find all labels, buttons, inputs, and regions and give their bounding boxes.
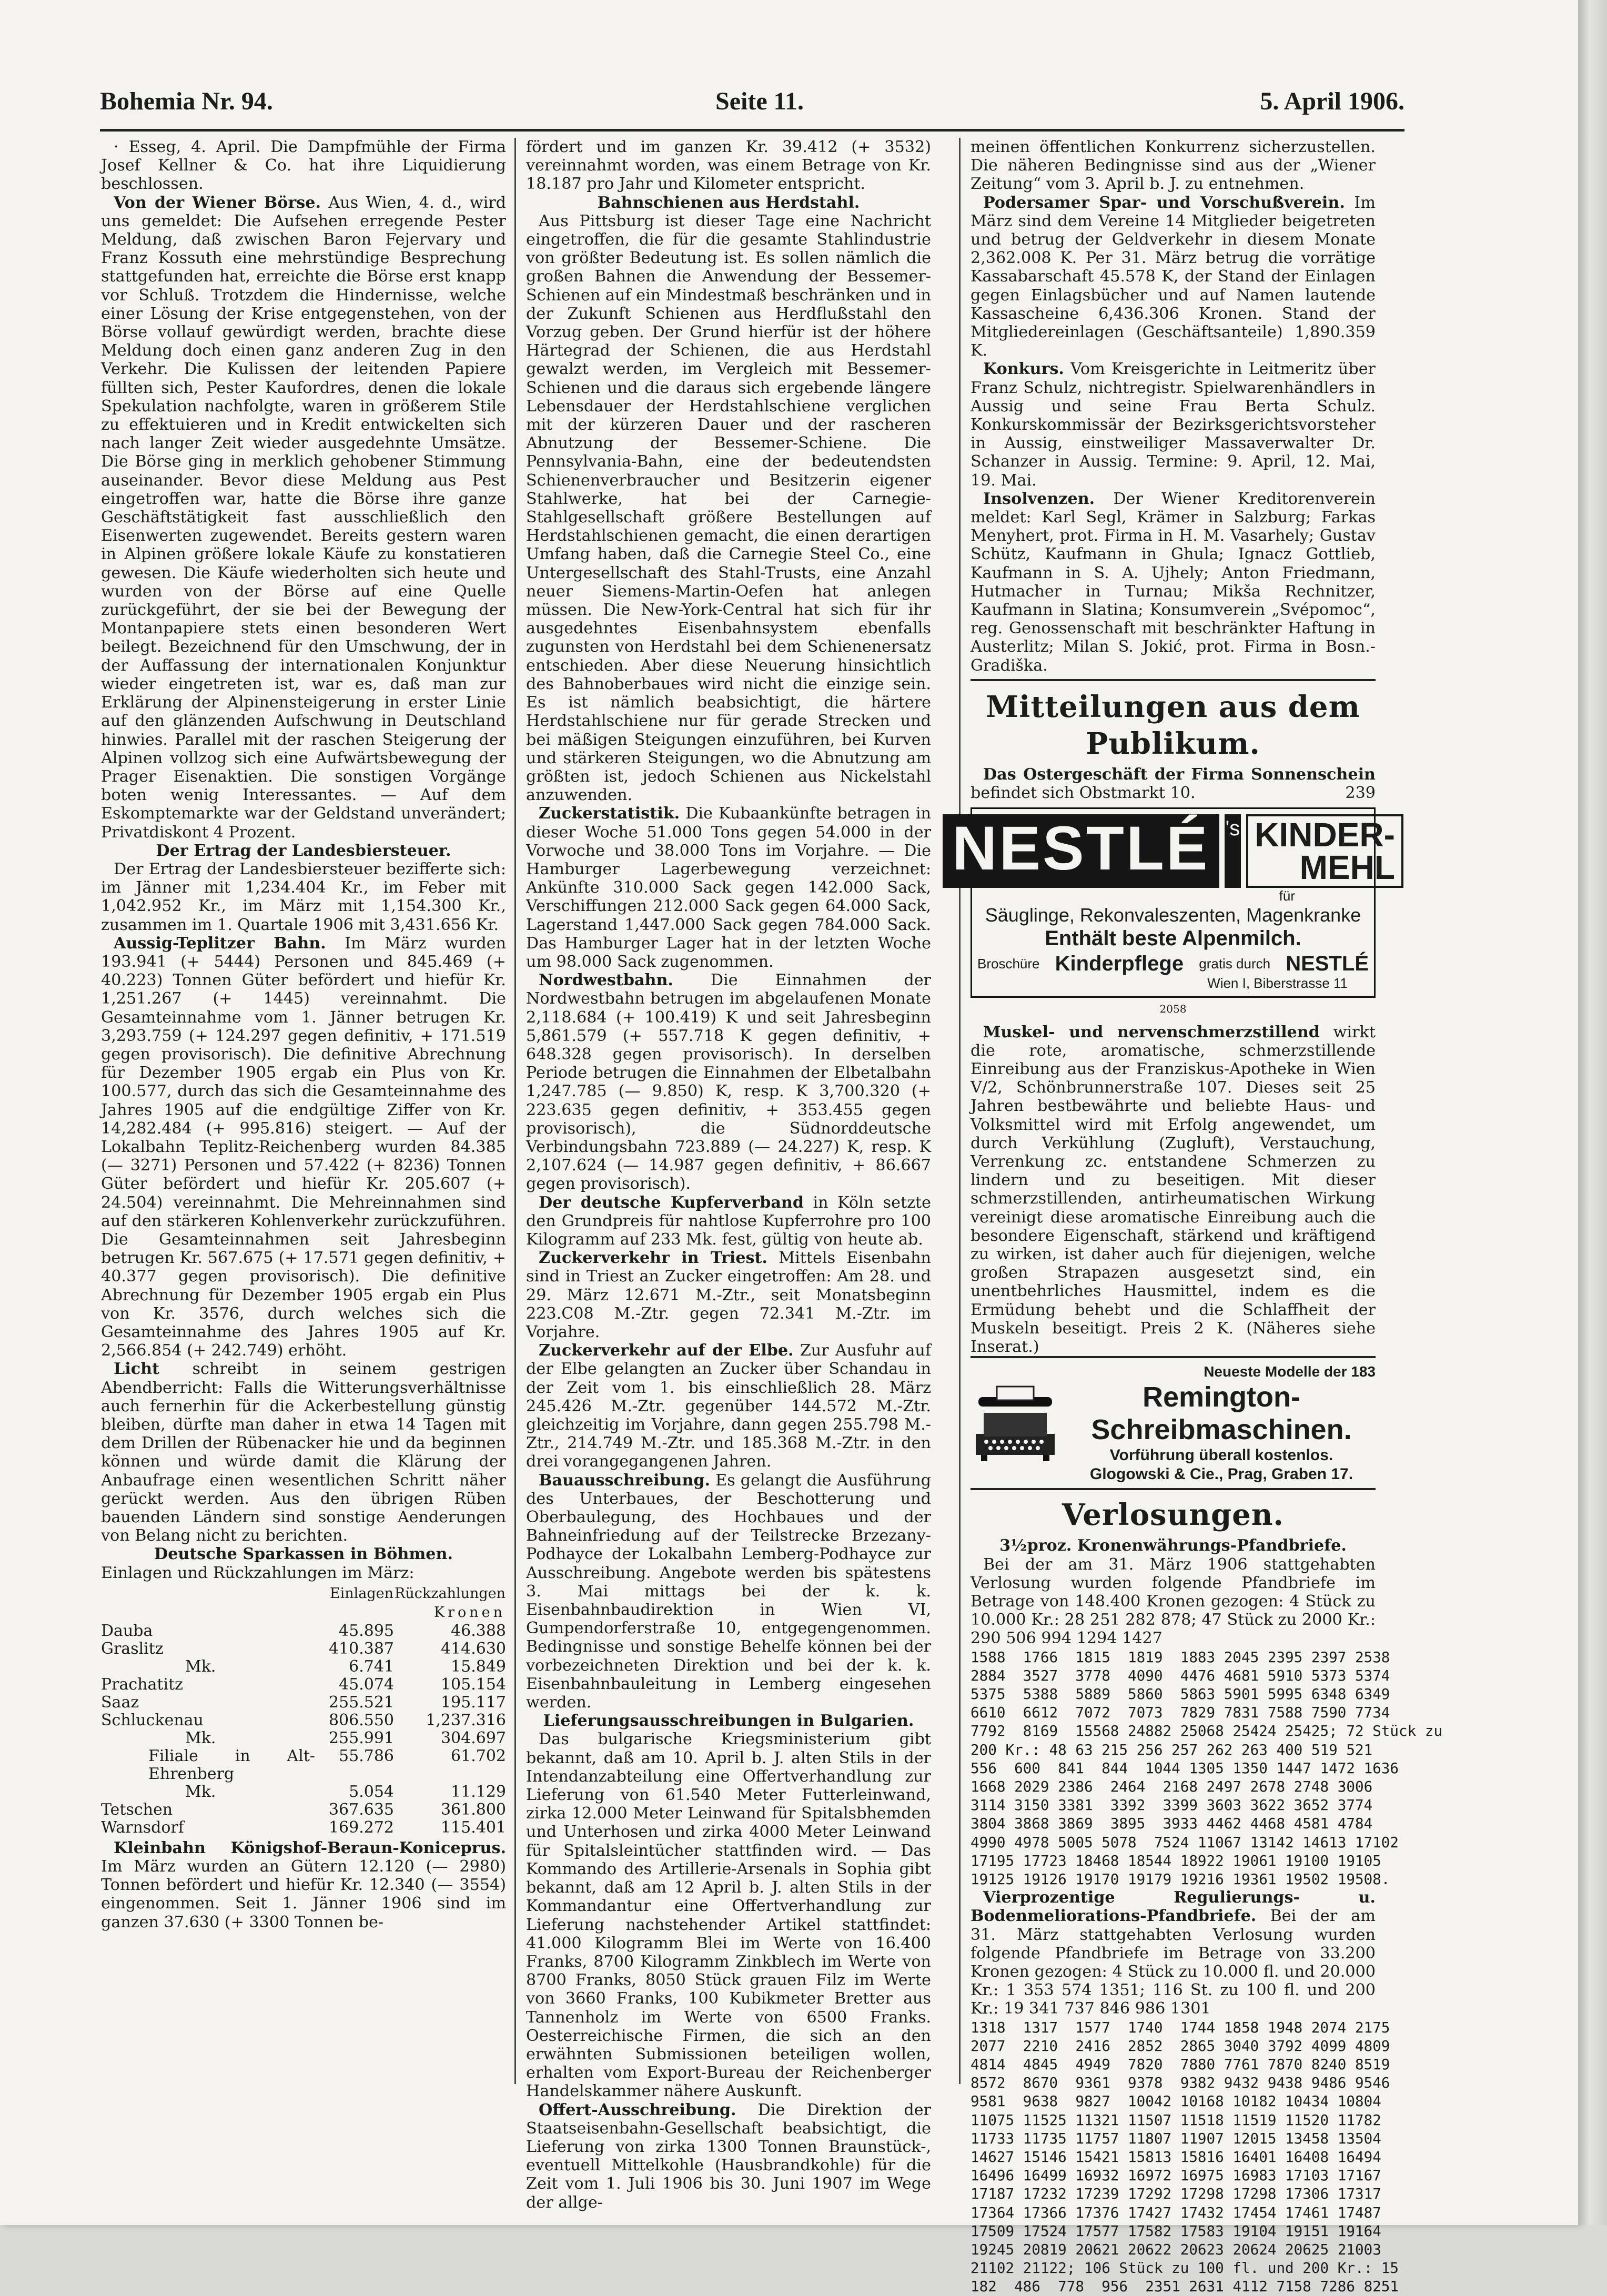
article-esseg: · Esseg, 4. April. Die Dampfmühle der Firma Josef Kellner & Co. hat ihre Liquidierung beschlossen. (101, 138, 506, 194)
table-unit-row (101, 1603, 506, 1622)
article-kupferverband (526, 1193, 931, 1249)
notice-sonnenschein (971, 765, 1376, 802)
article-kleinbahn (101, 1839, 506, 1931)
nestle-logo: NESTLÉ (943, 814, 1219, 888)
heading-sparkassen: Deutsche Sparkassen in Böhmen. (154, 1545, 453, 1564)
pfandbriefe-text: Bei der am 31. März 1906 stattgehabten Verlosung wurden folgende Pfandbriefe im Betrage von 148.400 Kronen gezogen: 4 Stück zu 10.000 Kr.: 28 251 282 878; 47 Stück zu 2000 Kr.: 290 506 994 1294 1427 (971, 1555, 1376, 1648)
row-rueckzahlungen: 361.800 (440, 1800, 506, 1819)
column-2 (526, 138, 932, 2212)
nestle-address: Wien I, Biberstrasse 11 (1207, 975, 1348, 992)
article-title: Zuckerverkehr auf der Elbe. (539, 1341, 794, 1360)
table-row (101, 1783, 506, 1801)
article-wiener-boerse (101, 194, 506, 842)
table-row (101, 1747, 506, 1783)
row-einlagen: 410.387 (328, 1639, 395, 1658)
article-title: Bauausschreibung. (539, 1471, 711, 1490)
table-row (101, 1676, 506, 1694)
row-name: Schluckenau (101, 1711, 204, 1729)
article-nordwestbahn (526, 971, 931, 1193)
article-body: wirkt die rote, aromatische, schmerzstillende Einreibung aus der Franziskus-Apotheke in Wien V/2, Schönbrunnerstraße 107. Dieses seit 25 Jahren bestbewährte und beliebte Haus- und Volksmittel wird mit Erfolg angewendet, um durch Verkühlung (Zugluft), Verstauchung, Verrenkung zc. entstandene Schmerzen zu lindern und zu beseitigen. Mit dieser schmerzstillenden, antirheumatischen Wirkung vereinigt diese aromatische Einreibung auch die besondere Eigenschaft, stärkend und kräftigend zu wirken, ist daher auch für diejenigen, welche großen Strapazen ausgesetzt sind, ein unentbehrliches Hausmittel, indem es die Ermüdung behebt und die Schlaffheit der Muskeln beseitigt. Preis 2 K. (Näheres siehe Inserat.) (971, 1023, 1376, 1356)
row-rueckzahlungen: 46.388 (451, 1621, 506, 1640)
kindermehl-label (1246, 814, 1403, 888)
remington-tagline: Neueste Modelle der (1204, 1363, 1347, 1380)
heading-bulgarien: Lieferungsausschreibungen in Bulgarien. (543, 1712, 914, 1731)
article-title: Vierprozentige Regulierungs- u. Bodenmeliorations-Pfandbriefe. (971, 1888, 1376, 1926)
column-header-rueckzahlungen: Rückzahlungen (395, 1585, 506, 1602)
article-body: Der Wiener Kreditorenverein meldet: Karl Segl, Krämer in Salzburg; Farkas Menyhert, prot. Firma in H. M. Vasarhely; Gustav Schütz, Kaufmann in Ghula; Ignacz Gottlieb, Kaufmann in S. A. Ujhely; Anton Friedmann, Hutmacher in Turnau; Mikša Rechnitzer, Kaufmann in Slatina; Konsumverein „Svépomoc“, reg. Genossenschaft mit beschränkter Haftung in Austerlitz; Milan S. Jokić, prot. Firma in Bosn.-Gradiška. (971, 489, 1376, 675)
article-herdstahl: Aus Pittsburg ist dieser Tage eine Nachricht eingetroffen, die für die gesamte Stahlindustrie von größter Bedeutung ist. Es sollen nämlich die großen Bahnen die Anwendung der Bessemer-Schienen auf ein Mindestmaß beschränken und in der Zukunft Schienen aus Herdflußstahl den Vorzug geben. Der Grund hierfür ist der höhere Härtegrad der Schienen, die aus Herdstahl gewalzt werden, im Vergleich mit Bessemer-Schienen und die daraus sich ergebende längere Lebensdauer der Herdstahlschiene verglichen mit der kürzeren Dauer und der rascheren Abnutzung der Bessemer-Schiene. Die Pennsylvania-Bahn, eine der bedeutendsten Schienenverbraucher und Besitzerin eigener Stahlwerke, hat bei der Carnegie-Stahlgesellschaft größere Bestellungen auf Herdstahlschienen gemacht, die einen derartigen Umfang haben, daß die Carnegie Steel Co., eine Untergesellschaft des Stahl-Trusts, eine Anzahl neuer Siemens-Martin-Oefen hat anlegen müssen. Die New-York-Central hat sich für ihr ausgedehntes Eisenbahnsystem ebenfalls zugunsten von Herdstahl bei dem Schienenersatz entschieden. Aber diese Neuerung hinsichtlich des Bahnoberbaues wird nicht die einzige sein. Es ist nämlich beabsichtigt, die härtere Herdstahlschiene nur für gerade Strecken und bei mäßigen Steigungen einzuführen, bei Kurven und stärkeren Steigungen, wo die Abnutzung am größten ist, jedoch Schienen aus Nickelstahl anzuwenden. (526, 211, 931, 805)
article-bauausschreibung (526, 1471, 931, 1712)
article-body: Aus Wien, 4. d., wird uns gemeldet: Die Aufsehen erregende Pester Meldung, daß zwischen Baron Fejervary und Franz Kossuth eine mehrstündige Besprechung stattgefunden hat, erreichte die Börse erst knapp vor Schluß. Trotzdem die Hindernisse, welche einer Lösung der Krise entgegenstehen, von der Börse vollauf gewürdigt werden, brachte diese Meldung doch einen ganz anderen Zug in den Verkehr. Die Kulissen der leitenden Papiere füllten sich, Pester Kaufordres, denen die lokale Spekulation nachfolgte, waren in größerem Stile zu effektuieren und in Kredit entwickelten sich nach langer Zeit wieder ausgedehnte Umsätze. Die Börse ging in merklich gehobener Stimmung auseinander. Bevor diese Meldung aus Pest eingetroffen war, hatte die Börse ihre ganze Geschäftstätigkeit fast ausschließlich den Eisenwerten zugewendet. Bereits gestern waren in Alpinen größere lokale Käufe zu konstatieren gewesen. Die Käufe wiederholten sich heute und wurden von der Börse auf eine Quelle zurückgeführt, der sie bei der Bewegung der Montanpapiere stets einen besonderen Wert beilegt. Bezeichnend für den Umschwung, der in der Auffassung der internationalen Konjunktur wieder eingetreten ist, war es, daß man zur Erklärung der Alpinensteigerung in erster Linie auf den glänzenden Aufschwung in Deutschland hinwies. Parallel mit der raschen Steigerung der Alpinen vollzog sich eine Aufwärtsbewegung der Prager Eisenaktien. Die sonstigen Vorgänge boten wenig Interessantes. — Auf dem Eskomptemarkte war der Geldstand unverändert; Privatdiskont 4 Prozent. (101, 193, 506, 842)
article-zuckerverkehr-elbe (526, 1341, 931, 1471)
row-name: Tetschen (101, 1800, 173, 1819)
article-body: Im März sind dem Vereine 14 Mitglieder beigetreten und betrug der Geldverkehr in diesem Monate 2,362.008 K. Per 31. März betrug die vorrätige Kassabarschaft 45.578 K, der Stand der Einlagen gegen Einlagsbücher und auf Namen lautende Kassascheine 6,436.306 Kronen. Stand der Mitgliedereinlagen (Geschäftsanteile) 1,890.359 K. (971, 193, 1376, 360)
article-body: in Köln setzte den Grundpreis für nahtlose Kupferrohre pro 100 Kilogramm auf 233 Mk. fest, gültig von heute ab. (526, 1193, 931, 1249)
article-title: Zuckerverkehr in Triest. (539, 1249, 767, 1268)
row-rueckzahlungen: 115.401 (440, 1818, 506, 1837)
article-podersam (971, 194, 1376, 360)
column-header-einlagen: Einlagen (329, 1585, 394, 1602)
row-name: Filiale in Alt-Ehrenberg (148, 1746, 316, 1783)
article-title: Aussig-Teplitzer Bahn. (114, 934, 326, 953)
pfandbriefe-numbers: 1588 1766 1815 1819 1883 2045 2395 2397 2538 2884 3527 3778 4090 4476 4681 5910 5373 5374 5375 5388 5889 5860 5863 5901 5995 6348 6349 6610 6612 7072 7073 7829 7831 7588 7590 7734 7792 8169 15568 24882 25068 25424 25425; 72 200 Kr.: 48 63 215 256 257 262 263 400 519 521 556 600 841 844 1044 1305 1350 1447 1472 1668 2029 2386 2464 2168 2497 2678 2748 3006 3114 3150 3381 3392 3399 3603 3622 3652 3774 3804 3868 3869 3895 3933 4462 4468 4581 4784 4990 4978 5005 5078 7524 11067 13142 14613 17195 17723 18468 18544 18922 19061 19100 19105 19125 19126 19170 19179 19216 19361 19502 19508. (971, 1648, 1390, 1888)
article-body: Die Einnahmen der Nordwestbahn betrugen im abgelaufenen Monate 2,118.684 (+ 100.419) K und seit Jahresbeginn 5,861.579 (+ 557.718 K gegen definitiv, + 648.328 gegen provisorisch). In derselben Periode betrugen die Einnahmen der Elbetalbahn 1,247.785 (— 9.850) K, resp. K 3,700.320 (+ 223.635 gegen definitiv, + 353.455 gegen provisorisch), die Südnorddeutsche Verbindungsbahn 723.889 (— 24.227) K, resp. K 2,107.624 (— 14.987 gegen definitiv, + 86.667 gegen provisorisch). (526, 971, 931, 1193)
table-row (101, 1819, 506, 1837)
article-title: Von der Wiener Börse. (114, 193, 321, 212)
nestle-advertisement (952, 807, 1395, 998)
regulierung-numbers: 1318 1317 1577 1740 1744 1858 1948 2074 2175 2077 2210 2416 2852 2865 3040 3792 4099 4809 4814 4845 4949 7820 7880 7761 7870 8240 8519 8572 8670 9361 9378 9382 9432 9438 9486 9546 9581 9638 9827 10042 10168 10182 10434 10804 11075 11525 11321 11507 11518 11519 11520 11782 11733 11735 11757 11807 11907 12015 13458 13504 14627 15146 15421 15813 15816 16401 16408 16494 16496 16499 16932 16972 16975 16983 17103 17167 17187 17232 17239 17292 17298 17298 17306 17317 17364 17366 17376 17427 17432 17454 17461 17487 17509 17524 17577 17582 17583 19104 19151 19164 19245 20819 20621 20622 20623 20624 20625 21003 21102 21122; 106 Stück zu 100 fl. und 200 Kr.: 15 182 486 778 956 2351 2631 4112 7158 7286 8251 (971, 2018, 1399, 2295)
row-einlagen: 6.741 (349, 1657, 395, 1676)
issue-date: 5. April 1906. (1260, 87, 1404, 115)
article-title: Konkurs. (983, 360, 1064, 379)
page-number: Seite 11. (715, 87, 804, 115)
row-einlagen: 169.272 (328, 1818, 395, 1837)
article-continued: meinen öffentlichen Konkurrenz sicherzustellen. Die näheren Bedingnisse sind aus der „Wiener Zeitung“ vom 3. April b. J. zu entnehmen. (971, 138, 1376, 194)
paper-name: Bohemia Nr. 94. (100, 87, 273, 115)
brochure-title: Kinderpflege (1055, 952, 1184, 976)
article-title: Der deutsche Kupferverband (539, 1193, 804, 1212)
article-body: Die Direktion der Staatseisenbahn-Gesellschaft beabsichtigt, die Lieferung von zirka 1300 Tonnen Braunstück-, eventuell Mittelkohle (Hausbrandkohle) für die Zeit vom 1. Juli 1906 bis 30. Juni 1907 im Wege der allge- (526, 2100, 931, 2212)
article-bulgarien: Das bulgarische Kriegsministerium gibt bekannt, daß am 10. April b. J. alten Stils in der Intendanzabteilung eine Offertverhandlung zur Lieferung von 61.540 Meter Futterleinwand, zirka 12.000 Meter Leinwand für Spitalsbhemden und Unterhosen und zirka 4000 Meter Leinwand für Spitalsleintücher stattfinden wird. — Das Kommando des Artillerie-Arsenals in Sophia gibt bekannt, daß am 12 April b. J. alten Stils in der Kommandantur eine Offertverhandlung zur Lieferung nachstehender Artikel stattfindet: 41.000 Kilogramm Blei im Werte von 16.400 Franks, 8700 Kilogramm Zinkblech im Werte von 8700 Franks, 8050 Stück grauen Filz im Werte von 3660 Franks, 100 Kubikmeter Bretter aus Tannenholz im Werte von 6500 Franks. Oesterreichische Firmen, die sich an den erwähnten Submissionen beteiligen wollen, erhalten vom Export-Bureau der Reichenberger Handelskammer nähere Auskunft. (526, 1730, 931, 2101)
row-rueckzahlungen: 195.117 (440, 1693, 506, 1712)
article-body: Im März wurden 193.941 (+ 5444) Personen und 845.469 (+ 40.223) Tonnen Güter befördert und hiefür Kr. 1,251.267 (+ 1445) vereinnahmt. Die Gesamteinnahme vom 1. Jänner betrugen Kr. 3,293.759 (+ 124.297 gegen definitiv, + 171.519 gegen provisorisch). Die definitive Abrechnung für Dezember 1905 ergab ein Plus von Kr. 100.577, durch das sich die Gesamteinnahme des Jahres 1905 auf die endgültige Ziffer von Kr. 14,282.484 (+ 995.816) steigert. — Auf der Lokalbahn Teplitz-Reichenberg wurden 84.385 (— 3271) Personen und 57.422 (+ 8236) Tonnen Güter befördert und hiefür Kr. 205.607 (+ 24.504) vereinnahmt. Die Mehreinnahmen sind auf den stärkeren Kohlenverkehr zurückzuführen. Die Gesamteinnahmen seit Jahresbeginn betrugen Kr. 567.675 (+ 17.571 gegen definitiv, + 40.377 gegen provisorisch). Die definitive Abrechnung für Dezember 1905 ergab ein Plus von Kr. 3576, durch welches sich die Gesamteinnahme des Jahres 1905 auf Kr. 2,566.854 (+ 242.749) erhöht. (101, 934, 506, 1360)
remington-ad-number: 183 (1351, 1363, 1376, 1380)
article-licht (101, 1360, 506, 1545)
article-title: Muskel- und nervenschmerzstillend (983, 1023, 1320, 1041)
remington-text (1067, 1362, 1376, 1484)
typewriter-icon (971, 1384, 1060, 1463)
row-rueckzahlungen: 11.129 (451, 1782, 506, 1801)
article-body: Die Kubaankünfte betragen in dieser Woche 51.000 Tons gegen 54.000 in der Vorwoche und 38.000 Tons im Vorjahre. — Die Hamburger Lagerbewegung verzeichnet: Ankünfte 310.000 Sack gegen 142.000 Sack, Verschiffungen 212.000 Sack gegen 64.000 Sack, Lagerstand 1,447.000 Sack gegen 784.000 Sack. Das Hamburger Lager hat in der letzten Woche um 98.000 Sack zugenommen. (526, 804, 931, 971)
row-rueckzahlungen: 61.702 (451, 1746, 506, 1765)
table-row (101, 1658, 506, 1676)
article-continued: fördert und im ganzen Kr. 39.412 (+ 3532) vereinnahmt worden, was einem Betrage von Kr. 18.187 pro Jahr und Kilometer entspricht. (526, 138, 931, 194)
sparkassen-intro: Einlagen und Rückzahlungen im März: (101, 1563, 415, 1582)
section-title-publikum: Mitteilungen aus dem Publikum. (971, 679, 1376, 762)
article-title: Insolvenzen. (983, 489, 1095, 508)
table-row (101, 1729, 506, 1747)
sparkassen-rows (101, 1622, 506, 1837)
row-rueckzahlungen: 1,237.316 (426, 1711, 506, 1729)
brochure-brand: NESTLÉ (1286, 952, 1369, 976)
sparkassen-table (101, 1584, 506, 1837)
row-einlagen: 806.550 (328, 1711, 395, 1729)
row-name: Mk. (185, 1782, 216, 1801)
kinder-text: KINDER- (1255, 816, 1395, 854)
notice-number: 239 (1345, 784, 1376, 803)
row-einlagen: 255.521 (328, 1693, 395, 1712)
table-row (101, 1712, 506, 1729)
remington-title: Remington-Schreibmaschinen. (1091, 1381, 1352, 1446)
article-insolvenzen (971, 490, 1376, 675)
nestle-banner (952, 814, 1395, 888)
article-body: Mittels Eisenbahn sind in Triest an Zucker eingetroffen: Am 28. und 29. März 12.671 M.-Ztr., seit Monatsbeginn 223.C08 M.-Ztr. gegen 72.341 M.-Ztr. im Vorjahre. (526, 1249, 931, 1341)
table-row (101, 1801, 506, 1819)
article-title: Podersamer Spar- und Vorschußverein. (983, 193, 1345, 212)
heading-herdstahl: Bahnschienen aus Herdstahl. (597, 193, 860, 212)
article-muskel (971, 1023, 1376, 1357)
article-body: Zur Ausfuhr auf der Elbe gelangten an Zucker über Schandau in der Zeit vom 1. bis einschließlich 28. März 245.426 M.-Ztr. gegenüber 144.572 M.-Ztr. gleichzeitig im Vorjahre, dann gegen 255.798 M.-Ztr., 214.749 M.-Ztr. und 185.368 M.-Ztr. in den drei vorangegangenen Jahren. (526, 1341, 932, 1471)
row-einlagen: 367.635 (328, 1800, 395, 1819)
row-name: Prachatitz (101, 1675, 183, 1694)
remington-demo: Vorführung überall kostenlos. (1109, 1447, 1333, 1464)
article-body: Im März wurden an Gütern 12.120 (— 2980) Tonnen befördert und hiefür Kr. 12.340 (— 3554) eingenommen. Seit 1. Jänner 1906 sind im ganzen 37.630 (+ 3300 Tonnen be- (101, 1857, 506, 1931)
table-row (101, 1640, 506, 1658)
brochure-label: Broschüre (977, 956, 1040, 972)
heading-pfandbriefe: 3½proz. Kronenwährungs-Pfandbriefe. (999, 1536, 1347, 1555)
header-rule (100, 129, 1404, 132)
row-rueckzahlungen: 304.697 (440, 1728, 506, 1747)
row-rueckzahlungen: 15.849 (451, 1657, 506, 1676)
nestle-possessive: 's (1225, 814, 1241, 888)
heading-landesbiersteuer: Der Ertrag der Landesbiersteuer. (156, 841, 451, 860)
table-row (101, 1622, 506, 1640)
row-name: Mk. (185, 1728, 216, 1747)
nestle-claim: Enthält beste Alpenmilch. (1045, 927, 1301, 950)
row-name: Warnsdorf (101, 1818, 184, 1837)
row-rueckzahlungen: 105.154 (440, 1675, 506, 1694)
unit-label: Kronen (433, 1604, 506, 1621)
column-1 (101, 138, 506, 2084)
remington-headline (1067, 1362, 1376, 1381)
article-body: Es gelangt die Ausführung des Unterbaues, der Beschotterung und Oberbaulegung, des Hochbaues und der Bahneinfriedung auf der Teilstrecke Brzezany-Podhayce der Lokalbahn Lemberg-Podhayce zur Ausschreibung. Angebote werden bis spätestens 3. Mai mittags bei der k. k. Eisenbahnbaudirektion in Wien VI, Gumpendorferstraße 10, entgegengenommen. Bedingnisse und sonstige Behelfe können bei der vorbezeichneten Direktion und bei der k. k. Eisenbahnbauleitung in Lemberg eingesehen werden. (526, 1471, 931, 1712)
article-body: Vom Kreisgerichte in Leitmeritz über Franz Schulz, nichtregistr. Spielwarenhändlers in Aussig und seine Frau Berta Schulz. Konkurskommissär der Bezirksgerichtsvorsteher in Aussig, einstweiliger Massaverwalter Dr. Schanzer in Aussig. Termine: 9. April, 12. Mai, 19. Mai. (971, 360, 1376, 490)
column-3 (952, 138, 1399, 2295)
article-title: Licht (114, 1360, 159, 1379)
section-title-verlosungen: Verlosungen. (1062, 1498, 1285, 1533)
article-konkurs (971, 360, 1376, 489)
brochure-free: gratis durch (1199, 956, 1271, 972)
row-einlagen: 255.991 (328, 1728, 395, 1747)
row-name: Graslitz (101, 1639, 164, 1658)
nestle-target-groups: Säuglinge, Rekonvaleszenten, Magenkranke (985, 904, 1361, 926)
row-einlagen: 55.786 (339, 1746, 395, 1765)
article-zuckerverkehr-triest (526, 1249, 931, 1341)
article-body: schreibt in seinem gestrigen Abendberricht: Falls die Witterungsverhältnisse auch fernerhin für die Ackerbestellung günstig bleiben, dürfte man daher in etwa 14 Tagen mit dem Drillen der Rübenacker hie und da beginnen können und würde damit die Klärung der Anbaufrage einen wesentlichen Schritt näher gerückt werden. Aus den übrigen Rüben bauenden Ländern sind sonstige Aenderungen von Belang nicht zu berichten. (101, 1360, 506, 1545)
row-rueckzahlungen: 414.630 (440, 1639, 506, 1658)
notice-body: befindet sich Obstmarkt 10. (971, 784, 1196, 803)
notice-title: Das Ostergeschäft der Firma Sonnenschein (983, 765, 1376, 784)
article-title: Zuckerstatistik. (539, 804, 680, 823)
row-einlagen: 45.895 (339, 1621, 395, 1640)
table-row (101, 1694, 506, 1712)
table-header-row (101, 1584, 506, 1603)
article-title: Nordwestbahn. (539, 971, 673, 990)
row-name: Mk. (185, 1657, 216, 1676)
page-edge (1578, 0, 1607, 2225)
row-name: Dauba (101, 1621, 153, 1640)
article-title: Offert-Ausschreibung. (539, 2100, 736, 2119)
article-body: Bei der am 31. März stattgehabten Verlosung wurden folgende Pfandbriefe im Betrage von 33.200 Kronen gezogen: 4 Stück zu 10.000 fl. und 20.000 Kr.: 1 353 574 1351; 116 St. zu 100 fl. und 200 Kr.: 19 341 737 846 986 1301 (971, 1907, 1376, 2018)
row-einlagen: 45.074 (339, 1675, 395, 1694)
article-zuckerstatistik (526, 804, 931, 971)
column-divider (959, 138, 961, 2084)
remington-dealer: Glogowski & Cie., Prag, Graben 17. (1089, 1465, 1353, 1483)
mehl-text: MEHL (1299, 848, 1395, 887)
article-aussig-teplitzer (101, 934, 506, 1360)
page-header (100, 87, 1404, 124)
article-regulierung (971, 1888, 1376, 2018)
article-landesbiersteuer: Der Ertrag der Landesbiersteuer bezifferte sich: im Jänner mit 1,234.404 Kr., im Feber mit 1,042.952 Kr., im März mit 1,154.300 Kr., zusammen im 1. Quartale 1906 mit 3,431.656 Kr. (101, 859, 506, 934)
nestle-brochure (977, 952, 1369, 975)
nestle-fuer: für (1279, 888, 1295, 904)
column-divider (514, 138, 516, 2084)
article-title: Kleinbahn Königshof-Beraun-Koniceprus. (114, 1838, 506, 1857)
article-offert (526, 2101, 931, 2212)
remington-advertisement (971, 1356, 1376, 1490)
ad-number: 2058 (1159, 1003, 1187, 1016)
row-einlagen: 5.054 (349, 1782, 395, 1801)
row-name: Saaz (101, 1693, 139, 1712)
